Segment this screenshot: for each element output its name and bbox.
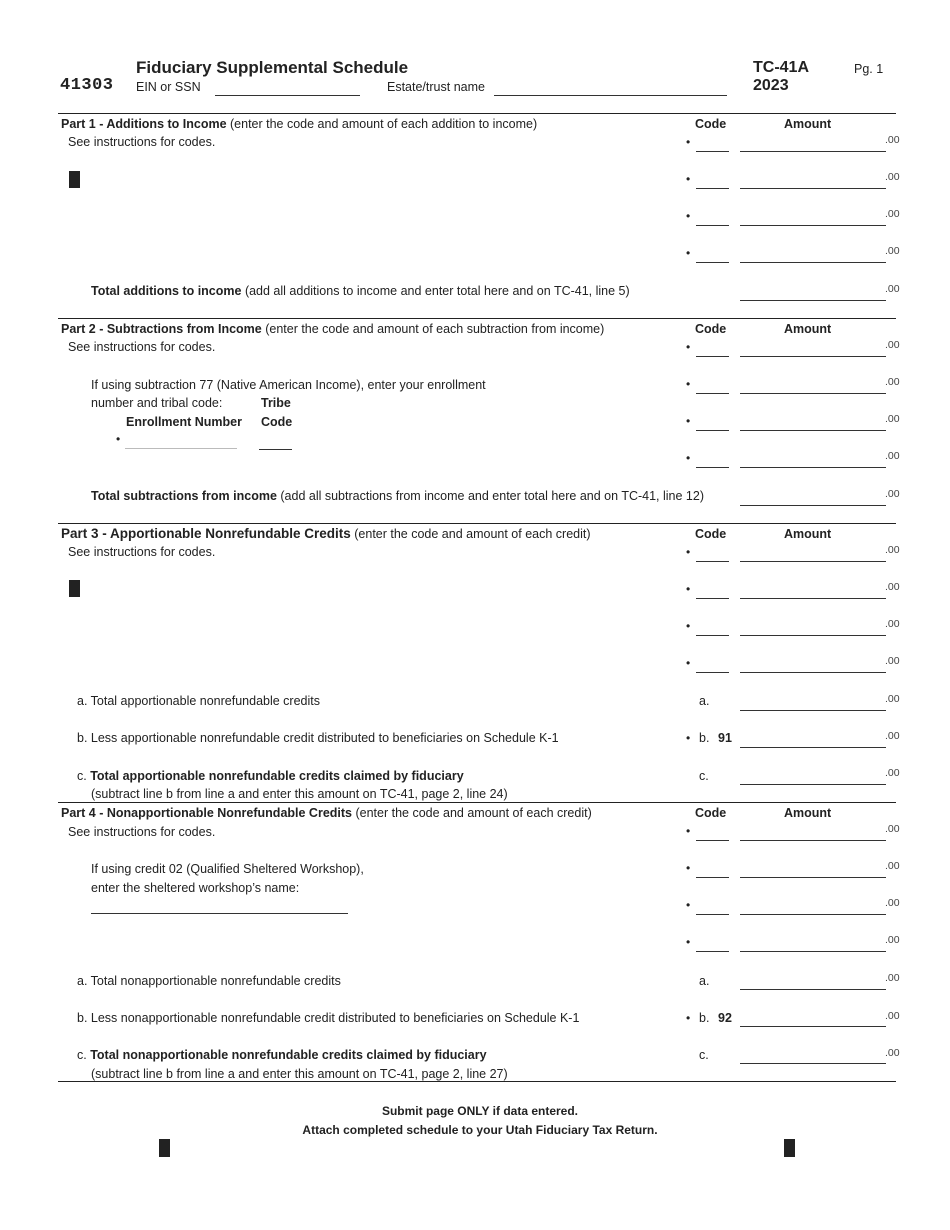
part1-row-2-cents: .00	[885, 171, 900, 183]
part1-total-amount-field[interactable]	[740, 300, 886, 301]
ein-field[interactable]	[215, 95, 360, 96]
part1-amount-header: Amount	[784, 117, 832, 131]
part1-title-rest: (enter the code and amount of each addition to income)	[226, 117, 538, 131]
part3-row-3-amount-field[interactable]	[740, 635, 886, 636]
part4-line-c-cents: .00	[885, 1047, 900, 1059]
part1-title	[61, 118, 537, 131]
part4-row-1-cents: .00	[885, 823, 900, 835]
part2-total-rest: (add all subtractions from income and enter total here and on TC-41, line 12)	[276, 489, 704, 503]
part4-row-4-bullet: •	[686, 935, 691, 949]
part3-row-3-cents: .00	[885, 618, 900, 630]
part2-total-label	[91, 490, 704, 503]
part3-row-3-bullet: •	[686, 619, 691, 633]
page-title: Fiduciary Supplemental Schedule	[136, 58, 409, 77]
part1-instructions: See instructions for codes.	[68, 135, 216, 149]
part3-line-a-cents: .00	[885, 693, 900, 705]
estate-name-field[interactable]	[494, 95, 727, 96]
part4-row-3-cents: .00	[885, 897, 900, 909]
part1-total-cents: .00	[885, 283, 900, 295]
part4-line-c-label	[77, 1049, 487, 1062]
part4-row-3-code-field[interactable]	[696, 914, 729, 915]
part3-row-1-code-field[interactable]	[696, 561, 729, 562]
part4-line-b-code: 92	[718, 1011, 732, 1025]
part2-row-3-amount-field[interactable]	[740, 430, 886, 431]
part2-title-rest: (enter the code and amount of each subtraction from income)	[261, 322, 605, 336]
part4-line-a-cents: .00	[885, 972, 900, 984]
part1-row-3-amount-field[interactable]	[740, 225, 886, 226]
part3-row-4-amount-field[interactable]	[740, 672, 886, 673]
part2-row-2-code-field[interactable]	[696, 393, 729, 394]
part3-instructions: See instructions for codes.	[68, 545, 216, 559]
part4-row-3-amount-field[interactable]	[740, 914, 886, 915]
part1-code-header: Code	[695, 117, 727, 131]
part2-row-3-code-field[interactable]	[696, 430, 729, 431]
part3-line-a-label: a. Total apportionable nonrefundable credits	[77, 694, 320, 708]
part1-row-1-bullet: •	[686, 135, 691, 149]
part4-row-4-cents: .00	[885, 934, 900, 946]
part3-line-c-label	[77, 770, 464, 783]
part4-row-4-amount-field[interactable]	[740, 951, 886, 952]
estate-name-label: Estate/trust name	[387, 80, 485, 94]
part4-title-rest: (enter the code and amount of each credit)	[352, 806, 592, 820]
ein-label: EIN or SSN	[136, 80, 201, 94]
part3-row-2-cents: .00	[885, 581, 900, 593]
part4-row-2-amount-field[interactable]	[740, 877, 886, 878]
part1-row-4-bullet: •	[686, 246, 691, 260]
registration-mark	[159, 1139, 170, 1157]
part3-row-3-code-field[interactable]	[696, 635, 729, 636]
part1-row-2-bullet: •	[686, 172, 691, 186]
part4-row-2-cents: .00	[885, 860, 900, 872]
part4-line-c-marker: c.	[699, 1048, 709, 1062]
part4-line-c-bold: Total nonapportionable nonrefundable credits claimed by fiduciary	[90, 1048, 487, 1062]
part3-row-1-cents: .00	[885, 544, 900, 556]
part3-line-a-amount-field[interactable]	[740, 710, 886, 711]
enrollment-bullet: •	[116, 432, 121, 446]
native-american-line1: If using subtraction 77 (Native American Income), enter your enrollment	[91, 378, 486, 392]
part3-title-bold: Part 3 - Apportionable Nonrefundable Credits	[61, 526, 351, 541]
part4-line-b-marker: b.	[699, 1011, 710, 1025]
part3-row-4-bullet: •	[686, 656, 691, 670]
part3-line-a-marker: a.	[699, 694, 710, 708]
part4-line-a-label: a. Total nonapportionable nonrefundable credits	[77, 974, 341, 988]
part2-code-header: Code	[695, 322, 727, 336]
part3-line-b-label: b. Less apportionable nonrefundable credit distributed to beneficiaries on Schedule K-1	[77, 731, 559, 745]
form-id-code: 41303	[60, 76, 114, 95]
part4-row-3-bullet: •	[686, 898, 691, 912]
part2-row-1-code-field[interactable]	[696, 356, 729, 357]
part1-total-label	[91, 285, 630, 298]
part2-instructions: See instructions for codes.	[68, 340, 216, 354]
part2-total-amount-field[interactable]	[740, 505, 886, 506]
part2-row-3-cents: .00	[885, 413, 900, 425]
tribe-code-label: Code	[261, 415, 293, 429]
part1-title-bold: Part 1 - Additions to Income	[61, 117, 227, 131]
part2-row-4-code-field[interactable]	[696, 467, 729, 468]
part4-code-header: Code	[695, 806, 727, 820]
part1-divider	[58, 113, 896, 114]
part3-line-c-prefix: c.	[77, 769, 91, 783]
part3-divider	[58, 523, 896, 524]
part4-row-1-amount-field[interactable]	[740, 840, 886, 841]
part3-title	[61, 527, 591, 541]
part4-instructions: See instructions for codes.	[68, 825, 216, 839]
tribe-code-field[interactable]	[259, 449, 292, 450]
part2-row-2-bullet: •	[686, 377, 691, 391]
part1-total-bold: Total additions to income	[91, 284, 242, 298]
part2-row-2-cents: .00	[885, 376, 900, 388]
registration-mark	[69, 171, 80, 188]
workshop-line2: enter the sheltered workshop’s name:	[91, 881, 300, 895]
part3-line-b-marker: b.	[699, 731, 710, 745]
part2-row-4-amount-field[interactable]	[740, 467, 886, 468]
part2-total-bold: Total subtractions from income	[91, 489, 277, 503]
tribe-label: Tribe	[261, 396, 291, 410]
part4-line-a-amount-field[interactable]	[740, 989, 886, 990]
part3-row-1-amount-field[interactable]	[740, 561, 886, 562]
part3-row-2-amount-field[interactable]	[740, 598, 886, 599]
part2-divider	[58, 318, 896, 319]
bottom-divider	[58, 1081, 896, 1082]
enrollment-number-field[interactable]	[125, 448, 237, 449]
part2-row-1-bullet: •	[686, 340, 691, 354]
part2-title-bold: Part 2 - Subtractions from Income	[61, 322, 262, 336]
part4-row-4-code-field[interactable]	[696, 951, 729, 952]
part1-row-1-cents: .00	[885, 134, 900, 146]
workshop-line1: If using credit 02 (Qualified Sheltered Workshop),	[91, 862, 364, 876]
part4-line-c-prefix: c.	[77, 1048, 91, 1062]
part1-row-4-cents: .00	[885, 245, 900, 257]
part1-row-3-cents: .00	[885, 208, 900, 220]
registration-mark	[784, 1139, 795, 1157]
part3-line-c-marker: c.	[699, 769, 709, 783]
part2-row-4-bullet: •	[686, 451, 691, 465]
part4-row-1-bullet: •	[686, 824, 691, 838]
page-number: Pg. 1	[854, 62, 884, 76]
part2-row-4-cents: .00	[885, 450, 900, 462]
part3-row-2-code-field[interactable]	[696, 598, 729, 599]
part4-line-a-marker: a.	[699, 974, 710, 988]
part3-amount-header: Amount	[784, 527, 832, 541]
part4-line-b-label: b. Less nonapportionable nonrefundable credit distributed to beneficiaries on Schedule K-1	[77, 1011, 580, 1025]
part4-amount-header: Amount	[784, 806, 832, 820]
part3-row-4-cents: .00	[885, 655, 900, 667]
enrollment-number-label: Enrollment Number	[126, 415, 242, 429]
part2-amount-header: Amount	[784, 322, 832, 336]
part4-line-b-bullet: •	[686, 1011, 691, 1025]
part3-line-b-bullet: •	[686, 731, 691, 745]
part1-row-1-amount-field[interactable]	[740, 151, 886, 152]
part2-row-3-bullet: •	[686, 414, 691, 428]
part4-row-1-code-field[interactable]	[696, 840, 729, 841]
part4-divider	[58, 802, 896, 803]
part3-line-b-code: 91	[718, 731, 732, 745]
part3-code-header: Code	[695, 527, 727, 541]
registration-mark	[69, 580, 80, 597]
part3-line-c-sub: (subtract line b from line a and enter this amount on TC-41, page 2, line 24)	[91, 787, 508, 801]
footer-attach-note: Attach completed schedule to your Utah Fiduciary Tax Return.	[302, 1123, 658, 1137]
workshop-name-field[interactable]	[91, 913, 348, 914]
part1-row-3-code-field[interactable]	[696, 225, 729, 226]
part2-title	[61, 323, 604, 336]
part3-line-c-amount-field[interactable]	[740, 784, 886, 785]
part1-row-4-amount-field[interactable]	[740, 262, 886, 263]
part1-row-4-code-field[interactable]	[696, 262, 729, 263]
part3-title-rest: (enter the code and amount of each credit)	[350, 527, 591, 541]
part4-row-2-bullet: •	[686, 861, 691, 875]
part4-title	[61, 807, 592, 820]
part1-row-2-code-field[interactable]	[696, 188, 729, 189]
part1-total-rest: (add all additions to income and enter total here and on TC-41, line 5)	[241, 284, 630, 298]
part4-line-b-cents: .00	[885, 1010, 900, 1022]
part1-row-2-amount-field[interactable]	[740, 188, 886, 189]
form-number: TC-41A	[753, 59, 810, 76]
part3-line-b-amount-field[interactable]	[740, 747, 886, 748]
part3-row-4-code-field[interactable]	[696, 672, 729, 673]
part1-row-3-bullet: •	[686, 209, 691, 223]
part4-line-c-amount-field[interactable]	[740, 1063, 886, 1064]
part2-row-1-amount-field[interactable]	[740, 356, 886, 357]
part3-line-b-cents: .00	[885, 730, 900, 742]
part4-row-2-code-field[interactable]	[696, 877, 729, 878]
part4-line-b-amount-field[interactable]	[740, 1026, 886, 1027]
form-year: 2023	[753, 77, 789, 94]
part3-row-1-bullet: •	[686, 545, 691, 559]
part4-title-bold: Part 4 - Nonapportionable Nonrefundable Credits	[61, 806, 352, 820]
footer-submit-note: Submit page ONLY if data entered.	[381, 1104, 579, 1118]
part1-row-1-code-field[interactable]	[696, 151, 729, 152]
part2-row-2-amount-field[interactable]	[740, 393, 886, 394]
part3-line-c-bold: Total apportionable nonrefundable credits claimed by fiduciary	[90, 769, 464, 783]
part4-line-c-sub: (subtract line b from line a and enter this amount on TC-41, page 2, line 27)	[91, 1067, 508, 1081]
part2-row-1-cents: .00	[885, 339, 900, 351]
part3-row-2-bullet: •	[686, 582, 691, 596]
native-american-line2: number and tribal code:	[91, 396, 223, 410]
part2-total-cents: .00	[885, 488, 900, 500]
part3-line-c-cents: .00	[885, 767, 900, 779]
